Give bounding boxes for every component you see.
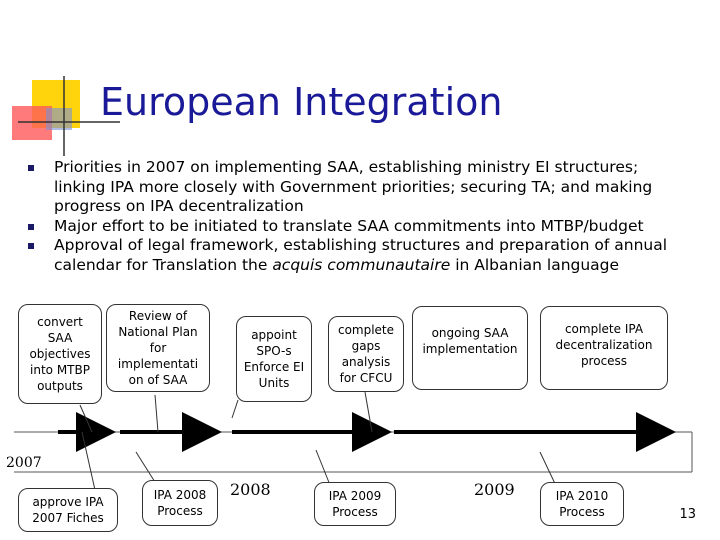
bullet-text-after: in Albanian language xyxy=(450,255,620,274)
milestone-box-ongoing-saa xyxy=(412,306,528,390)
milestone-line xyxy=(232,400,238,418)
year-label-2009: 2009 xyxy=(474,480,515,499)
bullet-text-italic: acquis communautaire xyxy=(272,255,451,274)
milestone-line xyxy=(155,395,158,432)
milestone-box-label: convert SAA objectives into MTBP outputs xyxy=(29,315,91,393)
milestone-box-ipa-decentralization xyxy=(540,306,668,390)
milestone-box-review-plan xyxy=(106,304,210,392)
milestone-box-gaps-analysis xyxy=(328,316,404,392)
page-number: 13 xyxy=(679,507,696,522)
milestone-box-label: IPA 2009 Process xyxy=(328,489,382,519)
milestone-line xyxy=(80,405,92,432)
year-label-2008: 2008 xyxy=(230,480,271,499)
milestone-box-label: IPA 2008 Process xyxy=(153,488,207,518)
milestone-box-ipa-2009 xyxy=(314,482,396,526)
bullet-text-before: Approval of legal framework, establishing structures and preparation of annual calendar for Translation the xyxy=(54,236,668,274)
bullet-text: Major effort to be initiated to translate SAA commitments into MTBP/budget xyxy=(54,216,644,235)
year-label-2007: 2007 xyxy=(6,455,42,471)
milestone-box-label: complete IPA decentralization process xyxy=(555,322,653,368)
milestone-box-ipa-2010 xyxy=(540,482,624,526)
milestone-box-approve-ipa-2007 xyxy=(18,488,118,532)
slide-title: European Integration xyxy=(100,80,503,124)
milestone-box-ipa-2008 xyxy=(142,480,218,526)
milestone-box-label: Review of National Plan for implementati on of SAA xyxy=(117,309,199,387)
milestone-box-convert-saa xyxy=(18,304,102,404)
milestone-box-label: appoint SPO-s Enforce EI Units xyxy=(243,328,305,390)
milestone-line xyxy=(82,432,95,490)
milestone-box-label: IPA 2010 Process xyxy=(555,489,609,519)
bullet-text: Priorities in 2007 on implementing SAA, establishing ministry EI structures; linking IPA more closely with Government priorities; securing TA; and making progress on IPA decentralization xyxy=(54,158,653,215)
milestone-box-label: ongoing SAA implementation xyxy=(422,326,518,356)
milestone-line xyxy=(365,392,372,432)
milestone-box-label: approve IPA 2007 Fiches xyxy=(32,495,104,525)
milestone-box-appoint-spo xyxy=(236,316,312,402)
milestone-box-label: complete gaps analysis for CFCU xyxy=(337,323,395,385)
